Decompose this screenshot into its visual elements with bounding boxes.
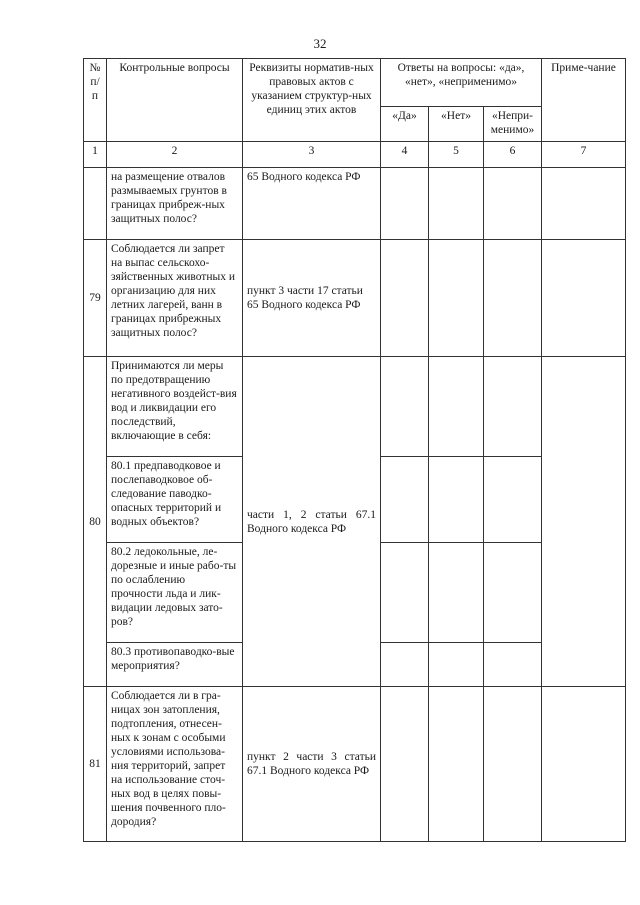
answer-yes-cell[interactable] — [381, 240, 429, 357]
answer-yes-cell[interactable] — [381, 543, 429, 643]
row-number: 81 — [84, 687, 107, 842]
answer-no-cell[interactable] — [429, 457, 484, 543]
header-answers: Ответы на вопросы: «да», «нет», «неприменимо» — [381, 59, 542, 107]
col-number-5: 5 — [429, 142, 484, 168]
requisites-cell: 65 Водного кодекса РФ — [243, 168, 381, 240]
question-cell: на размещение отвалов размываемых грунтов в границах прибреж-ных защитных полос? — [107, 168, 243, 240]
col-number-1: 1 — [84, 142, 107, 168]
row-number — [84, 168, 107, 240]
note-cell[interactable] — [542, 357, 626, 687]
answer-na-cell[interactable] — [484, 687, 542, 842]
col-number-2: 2 — [107, 142, 243, 168]
control-questions-table — [83, 58, 626, 842]
answer-na-cell[interactable] — [484, 457, 542, 543]
question-cell: Соблюдается ли в гра-ницах зон затопления, подтопления, отнесен-ных к зонам с особыми условиями использова-ния территорий, запрет на использование сточ-ных вод в целях повы-шения почвенного пло-дородия? — [107, 687, 243, 842]
answer-yes-cell[interactable] — [381, 687, 429, 842]
answer-no-cell[interactable] — [429, 240, 484, 357]
table-row — [84, 168, 626, 240]
question-cell: Соблюдается ли запрет на выпас сельскохо-зяйственных животных и организацию для них летних лагерей, ванн в границах прибрежных защитных полос? — [107, 240, 243, 357]
col-number-7: 7 — [542, 142, 626, 168]
question-cell: Принимаются ли меры по предотвращению негативного воздейст-вия вод и ликвидации его последствий, включающие в себя: — [107, 357, 243, 457]
answer-no-cell[interactable] — [429, 543, 484, 643]
requisites-cell: пункт 2 части 3 статьи 67.1 Водного кодекса РФ — [243, 687, 381, 842]
col-number-4: 4 — [381, 142, 429, 168]
subquestion-cell: 80.2 ледокольные, ле-дорезные и иные рабо-ты по ослаблению прочности льда и лик-видации ледовых зато-ров? — [107, 543, 243, 643]
answer-yes-cell[interactable] — [381, 357, 429, 457]
page-number: 32 — [313, 36, 327, 51]
header-answer-yes: «Да» — [381, 107, 429, 142]
header-answer-na: «Непри-менимо» — [484, 107, 542, 142]
header-note: Приме-чание — [542, 59, 626, 142]
answer-na-cell[interactable] — [484, 168, 542, 240]
table-row — [84, 357, 626, 457]
answer-na-cell[interactable] — [484, 643, 542, 687]
note-cell[interactable] — [542, 168, 626, 240]
answer-yes-cell[interactable] — [381, 457, 429, 543]
col-number-6: 6 — [484, 142, 542, 168]
header-answer-no: «Нет» — [429, 107, 484, 142]
header-no: № п/п — [84, 59, 107, 142]
answer-yes-cell[interactable] — [381, 643, 429, 687]
table-row — [84, 240, 626, 357]
answer-na-cell[interactable] — [484, 543, 542, 643]
note-cell[interactable] — [542, 240, 626, 357]
note-cell[interactable] — [542, 687, 626, 842]
header-question: Контрольные вопросы — [107, 59, 243, 142]
answer-no-cell[interactable] — [429, 687, 484, 842]
answer-no-cell[interactable] — [429, 168, 484, 240]
answer-na-cell[interactable] — [484, 240, 542, 357]
subquestion-cell: 80.3 противопаводко-вые мероприятия? — [107, 643, 243, 687]
requisites-cell: части 1, 2 статьи 67.1 Водного кодекса РФ — [243, 357, 381, 687]
answer-yes-cell[interactable] — [381, 168, 429, 240]
column-numbers-row — [84, 142, 626, 168]
row-number: 80 — [84, 357, 107, 687]
header-requisites: Реквизиты норматив-ных правовых актов с указанием структур-ных единиц этих актов — [243, 59, 381, 142]
header-row — [84, 59, 626, 107]
table-row — [84, 687, 626, 842]
row-number: 79 — [84, 240, 107, 357]
subquestion-cell: 80.1 предпаводковое и послепаводковое об-следование паводко-опасных территорий и водных объектов? — [107, 457, 243, 543]
answer-na-cell[interactable] — [484, 357, 542, 457]
answer-no-cell[interactable] — [429, 357, 484, 457]
col-number-3: 3 — [243, 142, 381, 168]
answer-no-cell[interactable] — [429, 643, 484, 687]
requisites-cell: пункт 3 части 17 статьи 65 Водного кодекса РФ — [243, 240, 381, 357]
